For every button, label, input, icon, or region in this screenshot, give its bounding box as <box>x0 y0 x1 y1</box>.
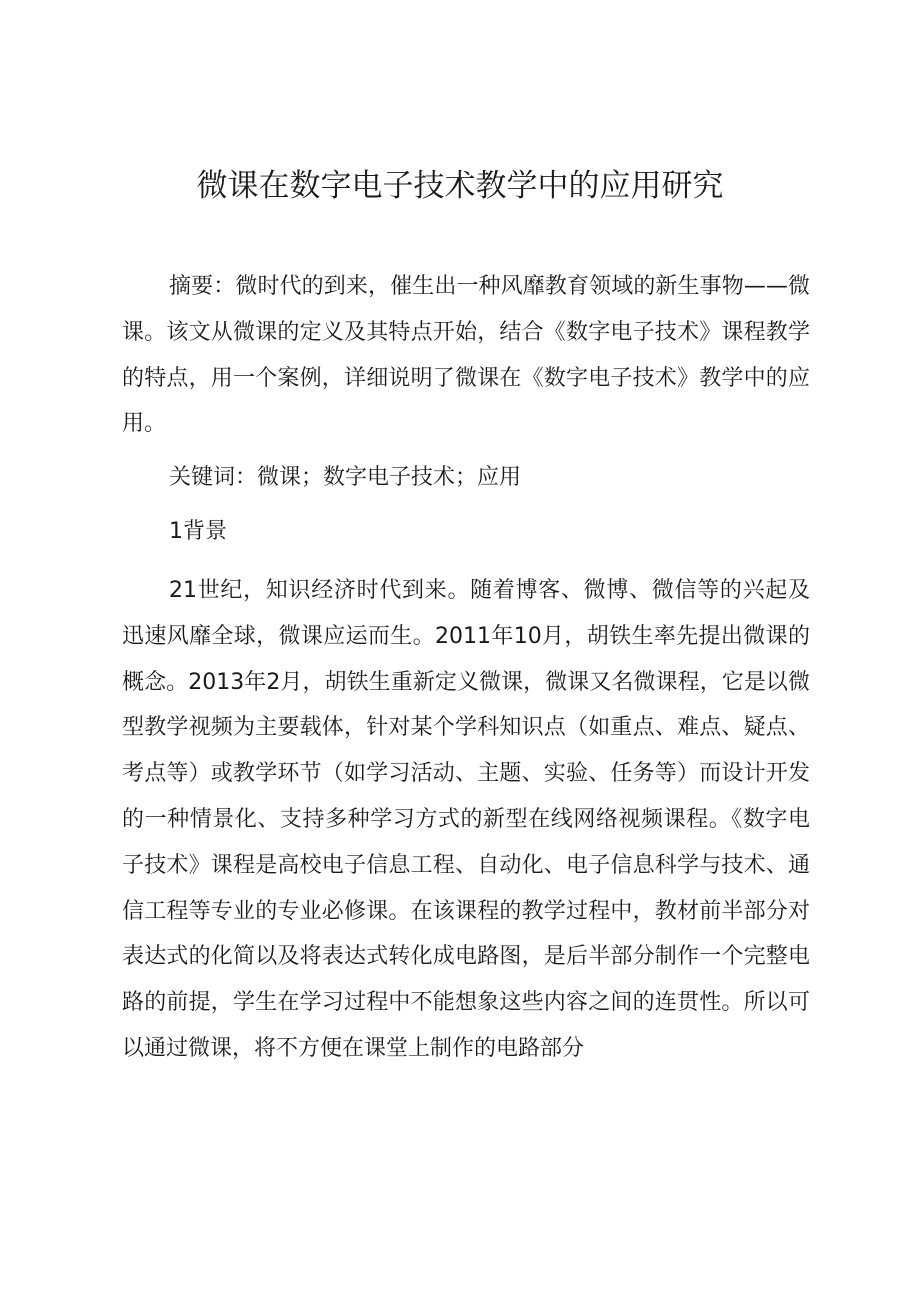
abstract-paragraph: 摘要：微时代的到来，催生出一种风靡教育领域的新生事物——微课。该文从微课的定义及其特点开始，结合《数字电子技术》课程教学的特点，用一个案例，详细说明了微课在《数字电子技术》教学中的应用。 <box>122 274 810 437</box>
body-paragraph: 21世纪，知识经济时代到来。随着博客、微博、微信等的兴起及迅速风靡全球，微课应运而生。2011年10月，胡铁生率先提出微课的概念。2013年2月，胡铁生重新定义微课，微课又名微课程，它是以微型教学视频为主要载体，针对某个学科知识点（如重点、难点、疑点、考点等）或教学环节（如学习活动、主题、实验、任务等）而设计开发的一种情景化、支持多种学习方式的新型在线网络视频课程。《数字电子技术》课程是高校电子信息工程、自动化、电子信息科学与技术、通信工程等专业的专业必修课。在该课程的教学过程中，教材前半部分对表达式的化简以及将表达式转化成电路图，是后半部分制作一个完整电路的前提，学生在学习过程中不能想象这些内容之间的连贯性。所以可以通过微课，将不方便在课堂上制作的电路部分 <box>122 578 810 1061</box>
document-title: 微课在数字电子技术教学中的应用研究 <box>196 168 724 204</box>
keywords-line: 关键词：微课；数字电子技术；应用 <box>169 465 522 490</box>
section-heading: 1背景 <box>169 519 227 544</box>
